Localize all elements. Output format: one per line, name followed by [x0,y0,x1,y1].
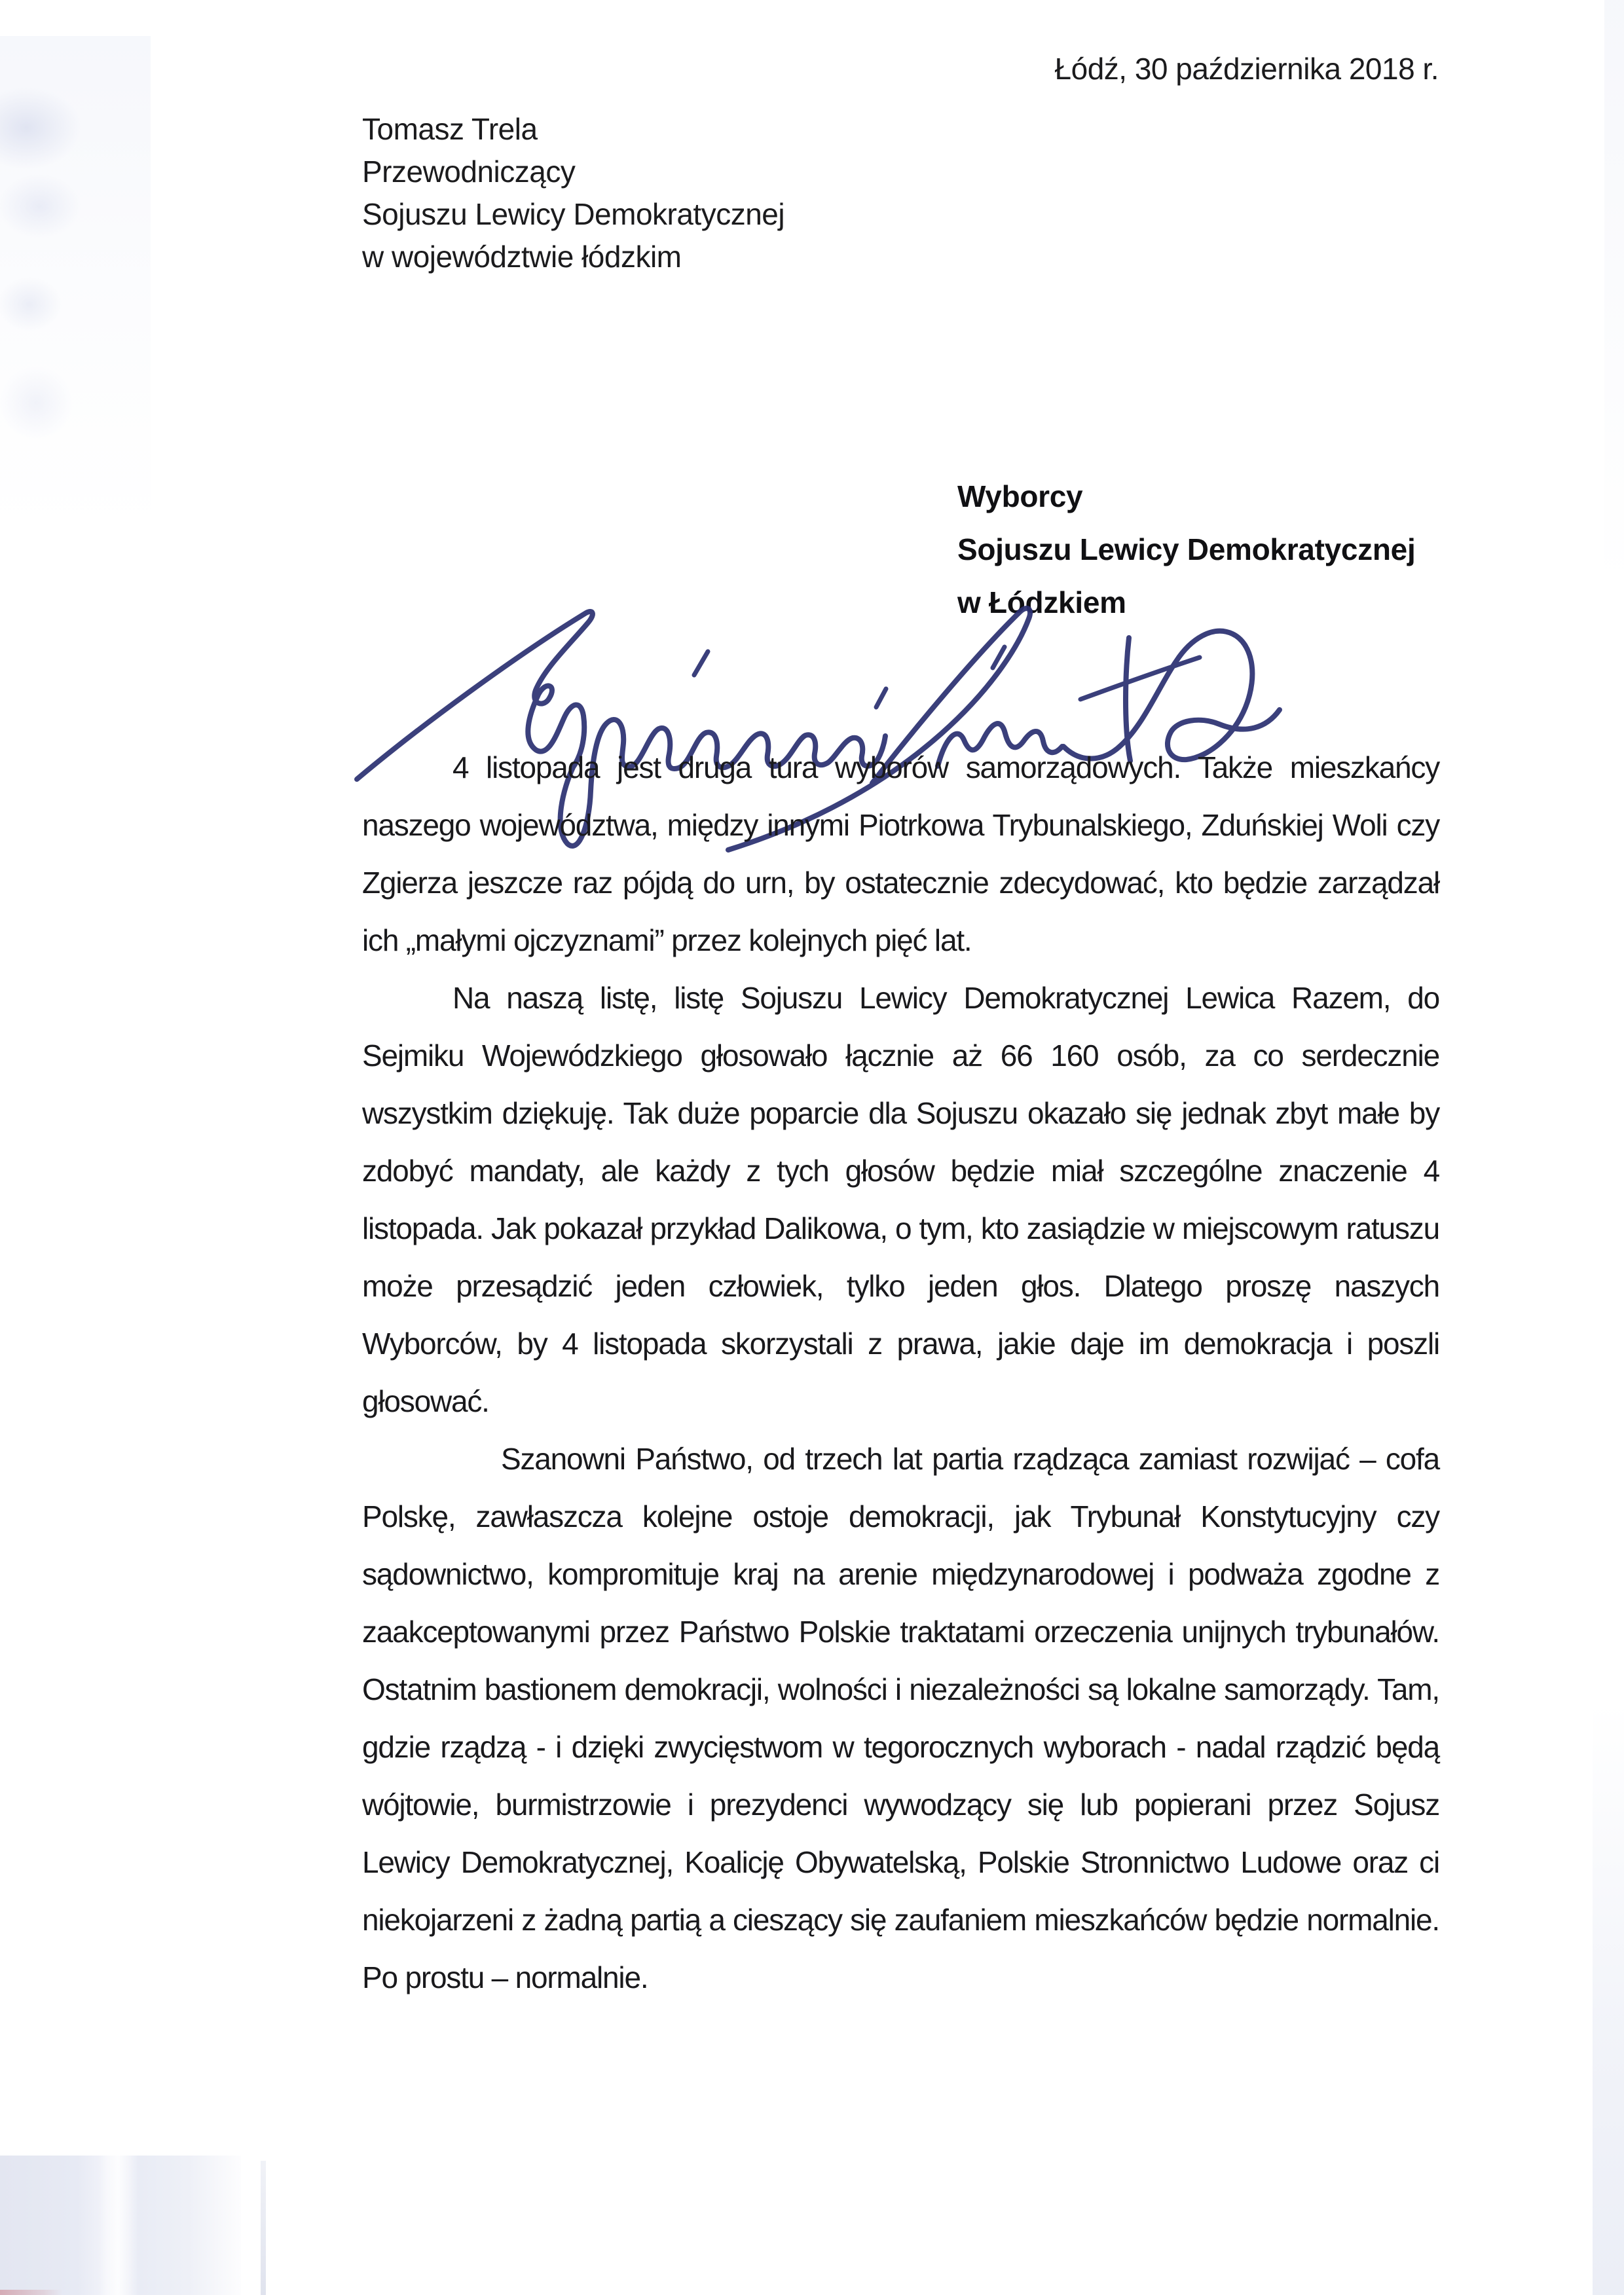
paragraph-political-appeal: Szanowni Państwo, od trzech lat partia rządząca zamiast rozwijać – cofa Polskę, zawłaszcza kolejne ostoje demokracji, jak Trybunał Konstytucyjny czy sądownictwo, kompromituje kraj na arenie międzynarodowej i podważa zgodne z zaakceptowanymi przez Państwo Polskie traktatami orzeczenia unijnych trybunałów. Ostatnim bastionem demokracji, wolności i niezależności są lokalne samorządy. Tam, gdzie rządzą - i dzięki zwycięstwom w tegorocznych wyborach - nadal rządzić będą wójtowie, burmistrzowie i prezydenci wywodzący się lub popierani przez Sojusz Lewicy Demokratycznej, Koalicję Obywatelską, Polskie Stronnictwo Ludowe oraz ci niekojarzeni z żadną partią a cieszący się zaufaniem mieszkańców będzie normalnie. Po prostu – normalnie. [362,1442,1439,1994]
recipient-line: Sojuszu Lewicy Demokratycznej [957,532,1416,566]
sender-block [362,108,784,278]
scan-artifact-red-sliver [0,2290,62,2295]
paragraph-election-second-round: 4 listopada jest druga tura wyborów samorządowych. Także mieszkańcy naszego województwa, między innymi Piotrkowa Trybunalskiego, Zduńskiej Woli czy Zgierza jeszcze raz pójdą do urn, by ostatecznie zdecydować, kto będzie zarządzał ich „małymi ojczyznami” przez kolejnych pięć lat. [362,750,1439,957]
recipient-line: Wyborcy [957,479,1083,513]
date-line: Łódź, 30 października 2018 r. [1054,52,1439,86]
sender-name: Tomasz Trela [362,112,538,146]
scan-artifact-left-band [0,36,151,534]
letter-body [362,739,1439,2006]
sender-region: w województwie łódzkim [362,240,682,274]
scan-artifact-vertical-line [261,2161,266,2295]
scan-artifact-right-strip-top [1604,0,1624,589]
sender-organization: Sojuszu Lewicy Demokratycznej [362,197,785,231]
paragraph-election-results: Na naszą listę, listę Sojuszu Lewicy Demokratycznej Lewica Razem, do Sejmiku Wojewódzkiego głosowało łącznie aż 66 160 osób, za co serdecznie wszystkim dziękuję. Tak duże poparcie dla Sojuszu okazało się jednak zbyt małe by zdobyć mandaty, ale każdy z tych głosów będzie miał szczególne znaczenie 4 listopada. Jak pokazał przykład Dalikowa, o tym, kto zasiądzie w miejscowym ratuszu może przesądzić jeden człowiek, tylko jeden głos. Dlatego proszę naszych Wyborców, by 4 listopada skorzystali z prawa, jakie daje im demokracja i poszli głosować. [362,981,1439,1418]
scan-artifact-right-strip [1593,1702,1624,2295]
recipient-line: w Łódzkiem [957,585,1126,619]
scan-artifact-white-streak [98,2156,138,2295]
sender-title: Przewodniczący [362,155,576,189]
recipient-block [957,470,1415,629]
scan-artifact-bottom-left-block [0,2156,241,2295]
